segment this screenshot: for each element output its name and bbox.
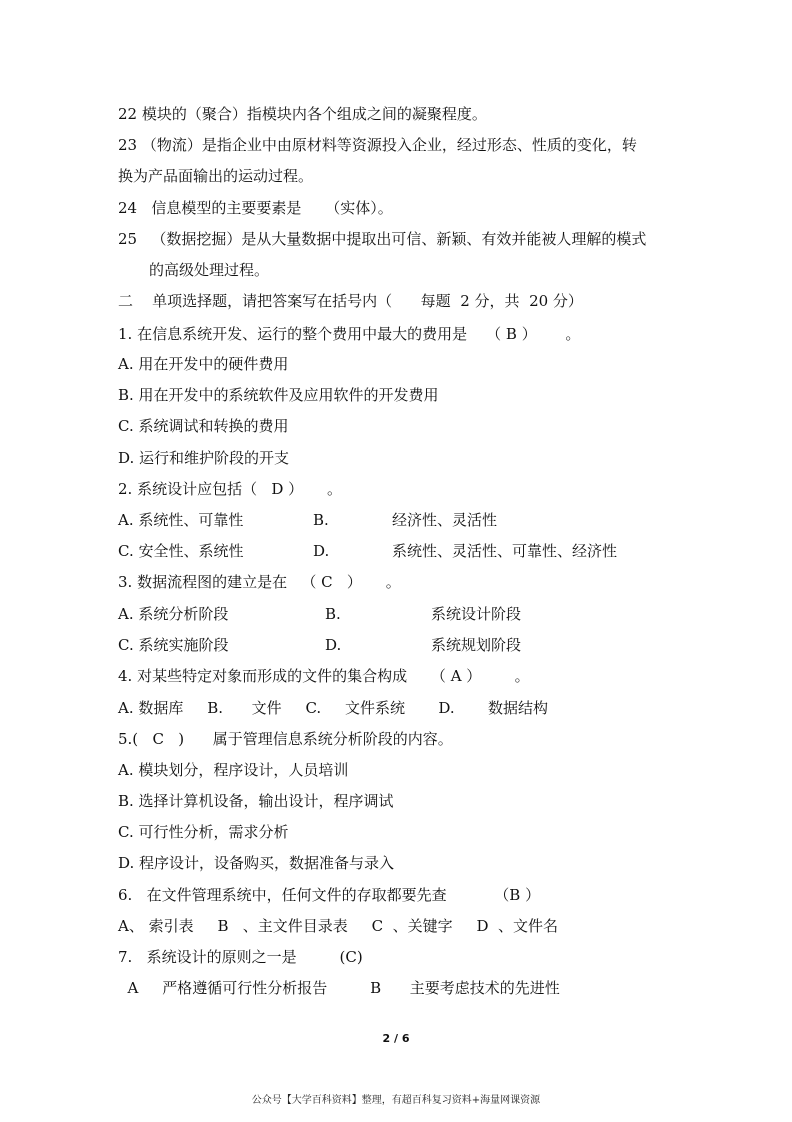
q3-option-c: C. 系统实施阶段 — [118, 636, 229, 654]
q2-option-d: 系统性、灵活性、可靠性、经济性 — [392, 542, 618, 560]
footer-note: 公众号【大学百科资料】整理，有超百科复习资料+海量网课资源 — [251, 1095, 541, 1106]
q1-option-b: B. 用在开发中的系统软件及应用软件的开发费用 — [118, 386, 439, 404]
q2-option-b-letter: B. — [313, 511, 329, 529]
q4-options: A. 数据库 B. 文件 C. 文件系统 D. 数据结构 — [118, 699, 549, 717]
question-4: 4. 对某些特定对象而形成的文件的集合构成 （ A ） 。 — [118, 667, 530, 685]
q6-options: A、 索引表 B 、主文件目录表 C 、关键字 D 、文件名 — [118, 917, 559, 935]
question-3: 3. 数据流程图的建立是在 （ C ） 。 — [118, 573, 401, 591]
q3-option-b-letter: B. — [325, 605, 341, 623]
question-6: 6. 在文件管理系统中，任何文件的存取都要先查 （B ） — [118, 886, 541, 904]
q3-option-d-letter: D. — [325, 636, 342, 654]
line-23a: 23 （物流）是指企业中由原材料等资源投入企业，经过形态、性质的变化，转 — [118, 136, 637, 154]
q1-option-a: A. 用在开发中的硬件费用 — [118, 355, 289, 373]
page-number: 2 / 6 — [382, 1032, 410, 1045]
line-24: 24 信息模型的主要要素是 （实体）。 — [118, 199, 393, 217]
question-2: 2. 系统设计应包括（ D ） 。 — [118, 480, 343, 498]
line-23b: 换为产品面输出的运动过程。 — [118, 167, 314, 185]
line-25b: 的高级处理过程。 — [149, 261, 270, 279]
q2-option-b: 经济性、灵活性 — [392, 511, 498, 529]
q3-option-b: 系统设计阶段 — [431, 605, 522, 623]
q2-option-c: C. 安全性、系统性 — [118, 542, 244, 560]
q3-option-a: A. 系统分析阶段 — [118, 605, 229, 623]
question-1: 1. 在信息系统开发、运行的整个费用中最大的费用是 （ B ） 。 — [118, 325, 581, 343]
section-2-heading: 二 单项选择题，请把答案写在括号内（ 每题 2 分，共 20 分） — [118, 292, 583, 310]
q2-option-a: A. 系统性、可靠性 — [118, 511, 244, 529]
q2-option-d-letter: D. — [313, 542, 330, 560]
question-5: 5.( C ) 属于管理信息系统分析阶段的内容。 — [118, 730, 453, 748]
q5-option-b: B. 选择计算机设备，输出设计，程序调试 — [118, 792, 394, 810]
q5-option-d: D. 程序设计，设备购买，数据准备与录入 — [118, 854, 395, 872]
q7-options: A 严格遵循可行性分析报告 B 主要考虑技术的先进性 — [118, 979, 560, 997]
line-25a: 25 （数据挖掘）是从大量数据中提取出可信、新颖、有效并能被人理解的模式 — [118, 230, 647, 248]
question-7: 7. 系统设计的原则之一是 (C) — [118, 948, 363, 966]
q1-option-d: D. 运行和维护阶段的开支 — [118, 449, 290, 467]
q3-option-d: 系统规划阶段 — [431, 636, 522, 654]
line-22: 22 模块的（聚合）指模块内各个组成之间的凝聚程度。 — [118, 105, 487, 123]
q5-option-c: C. 可行性分析，需求分析 — [118, 823, 289, 841]
q1-option-c: C. 系统调试和转换的费用 — [118, 417, 289, 435]
q5-option-a: A. 模块划分，程序设计，人员培训 — [118, 761, 349, 779]
